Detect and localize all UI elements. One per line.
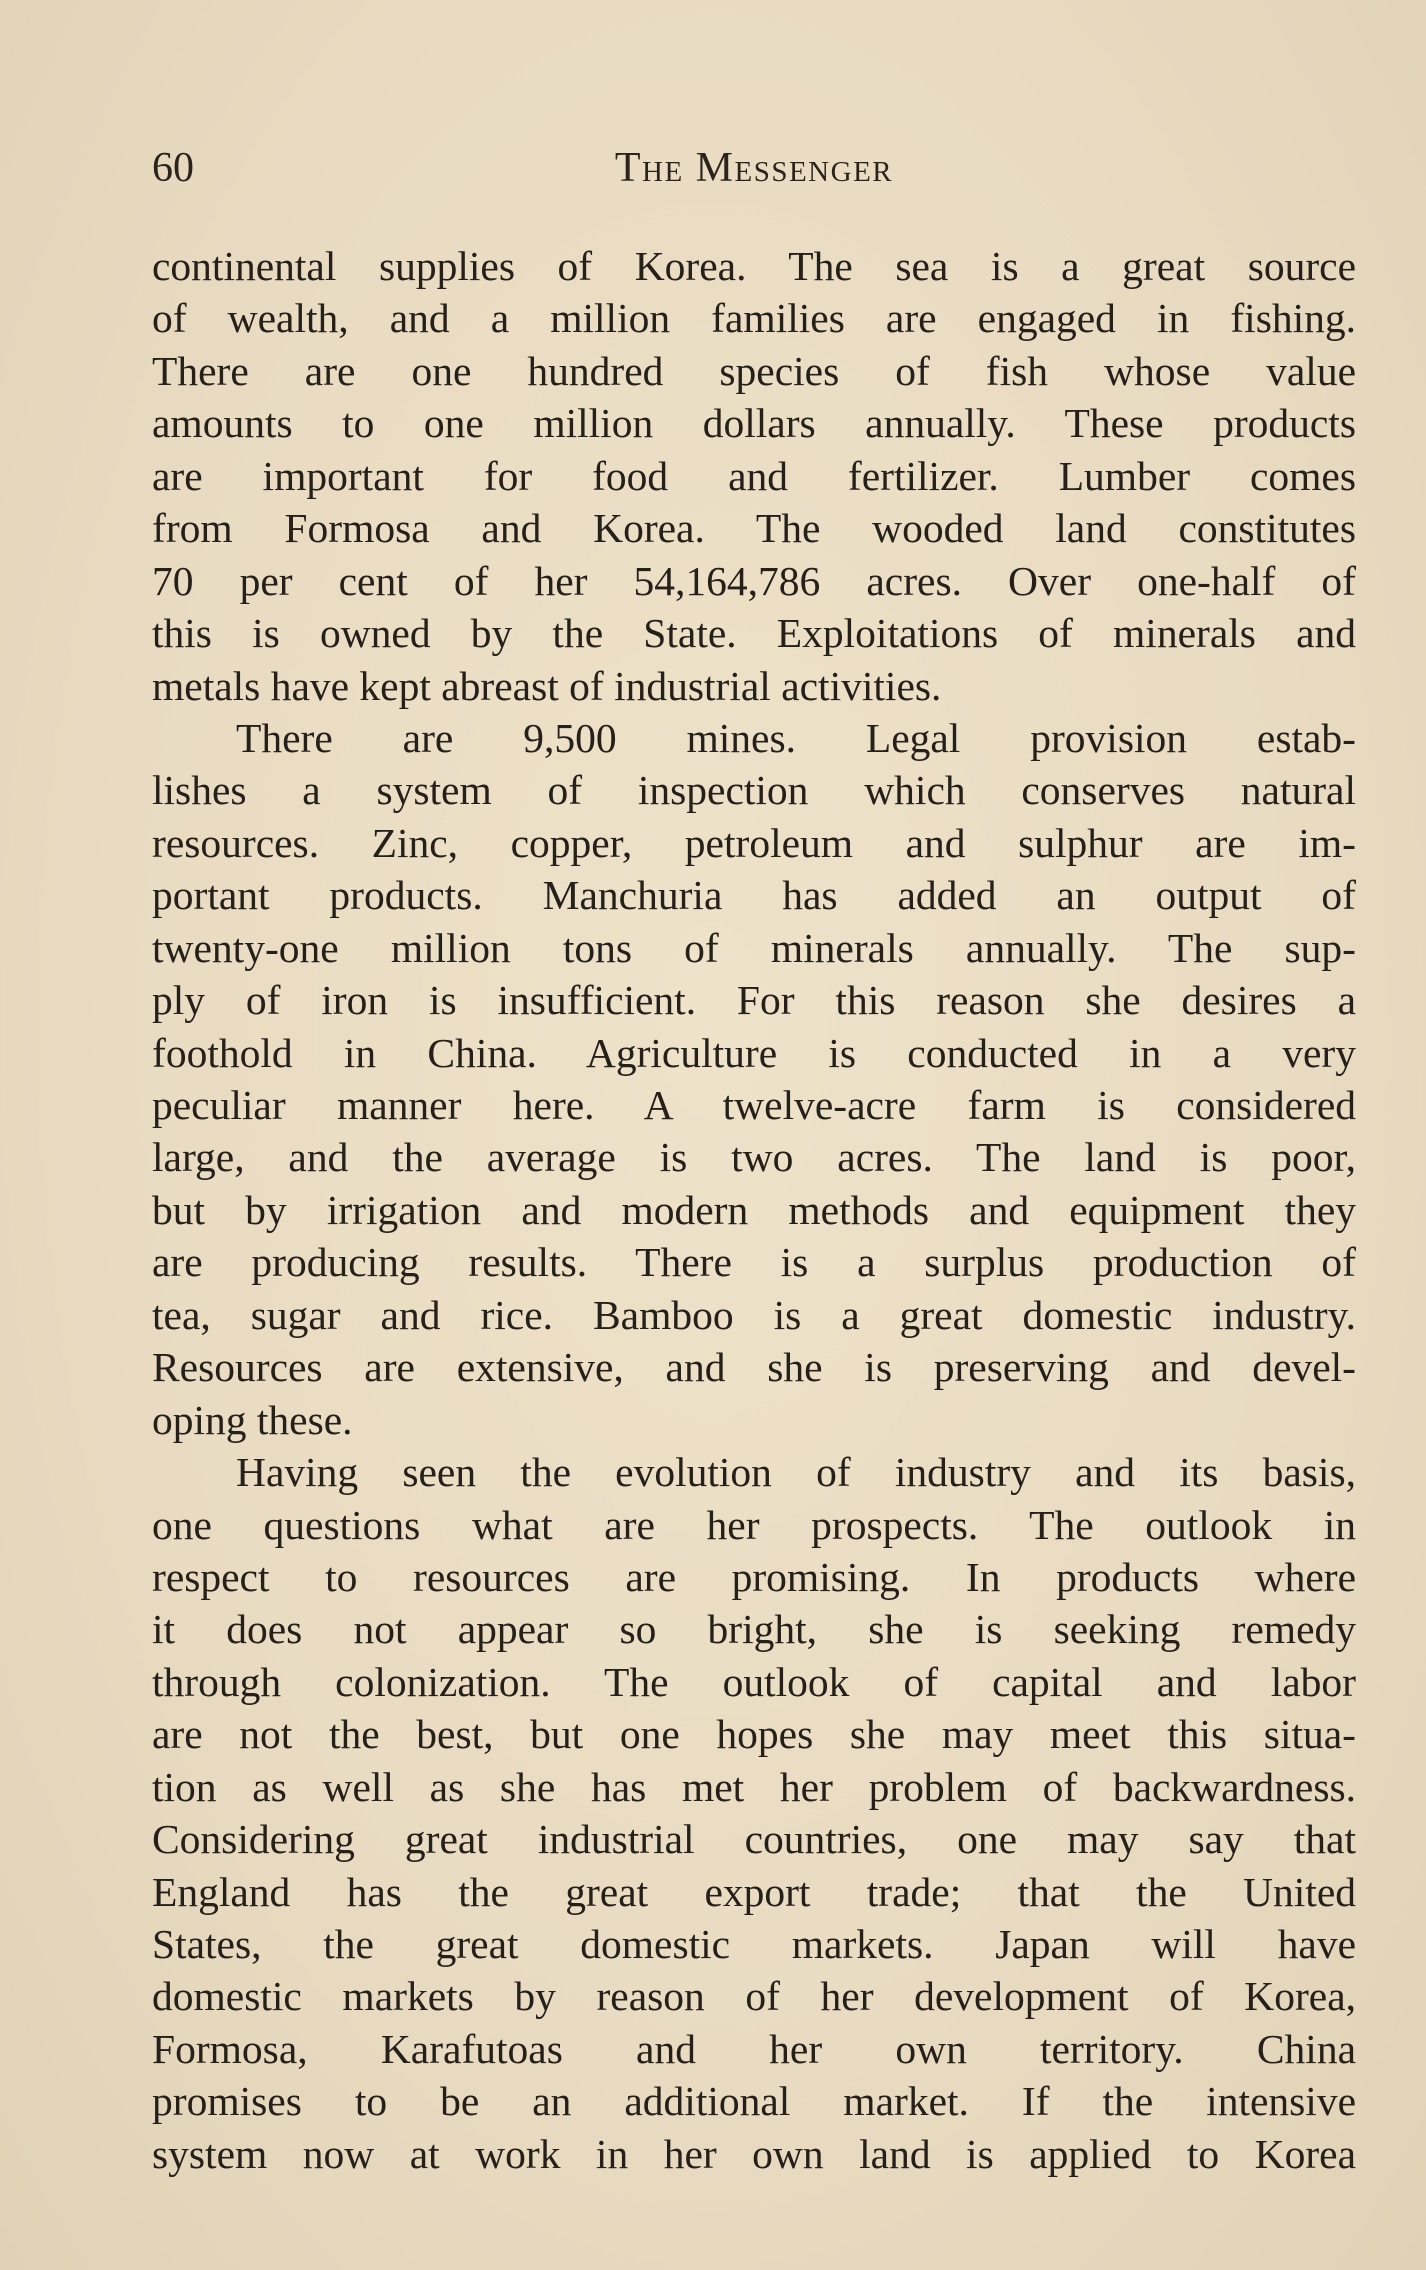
text-line: one questions what are her prospects. The outlook in <box>152 1501 1356 1548</box>
text-line: this is owned by the State. Exploitations of minerals and <box>152 610 1356 657</box>
text-line: oping these. <box>152 1396 353 1443</box>
text-line: from Formosa and Korea. The wooded land constitutes <box>152 505 1356 552</box>
text-line: are important for food and fertilizer. Lumber comes <box>152 452 1356 499</box>
text-line: domestic markets by reason of her development of Korea, <box>152 1973 1356 2020</box>
text-line: are not the best, but one hopes she may meet this situa- <box>152 1711 1356 1758</box>
text-line: promises to be an additional market. If the intensive <box>152 2078 1356 2125</box>
text-line: lishes a system of inspection which conserves natural <box>152 767 1356 814</box>
text-line: continental supplies of Korea. The sea is a great source <box>152 243 1356 289</box>
text-line: respect to resources are promising. In products where <box>152 1553 1356 1600</box>
text-line: portant products. Manchuria has added an output of <box>152 872 1356 919</box>
text-line: States, the great domestic markets. Japan will have <box>152 1921 1356 1967</box>
running-head <box>152 138 1356 198</box>
text-line: tion as well as she has met her problem of backwardness. <box>152 1763 1356 1810</box>
text-line: tea, sugar and rice. Bamboo is a great domestic industry. <box>152 1291 1356 1338</box>
text-line: Considering great industrial countries, one may say that <box>152 1816 1356 1863</box>
text-line: it does not appear so bright, she is seeking remedy <box>152 1606 1356 1653</box>
text-line: 70 per cent of her 54,164,786 acres. Over one-half of <box>152 557 1356 604</box>
text-line: of wealth, and a million families are engaged in fishing. <box>152 295 1356 342</box>
text-line: twenty-one million tons of minerals annually. The sup- <box>152 924 1356 971</box>
text-line: resources. Zinc, copper, petroleum and sulphur are im- <box>152 819 1356 866</box>
paragraph-1 <box>152 240 1356 712</box>
text-line: Formosa, Karafutoas and her own territory. China <box>152 2025 1356 2072</box>
text-line: England has the great export trade; that the United <box>152 1868 1356 1915</box>
journal-title: The Messenger <box>614 145 894 191</box>
page-number: 60 <box>152 145 194 191</box>
paragraph-3 <box>152 1446 1356 2180</box>
text-line: system now at work in her own land is applied to Korea <box>152 2130 1356 2177</box>
text-line: metals have kept abreast of industrial activities. <box>152 662 942 709</box>
text-line: peculiar manner here. A twelve-acre farm is considered <box>152 1082 1356 1128</box>
text-line: Having seen the evolution of industry and its basis, <box>236 1449 1356 1496</box>
text-line: foothold in China. Agriculture is conducted in a very <box>152 1029 1356 1076</box>
paragraph-2 <box>152 712 1356 1446</box>
text-line: through colonization. The outlook of capital and labor <box>152 1658 1356 1705</box>
text-line: amounts to one million dollars annually. These products <box>152 400 1356 447</box>
text-line: There are 9,500 mines. Legal provision estab- <box>236 714 1356 761</box>
text-line: There are one hundred species of fish whose value <box>152 347 1356 394</box>
text-line: large, and the average is two acres. The land is poor, <box>152 1134 1356 1181</box>
text-line: are producing results. There is a surplus production of <box>152 1239 1356 1286</box>
text-line: but by irrigation and modern methods and equipment they <box>152 1186 1356 1233</box>
text-line: Resources are extensive, and she is preserving and devel- <box>152 1344 1356 1391</box>
text-line: ply of iron is insufficient. For this reason she desires a <box>152 977 1356 1024</box>
body-text <box>152 240 1356 2180</box>
